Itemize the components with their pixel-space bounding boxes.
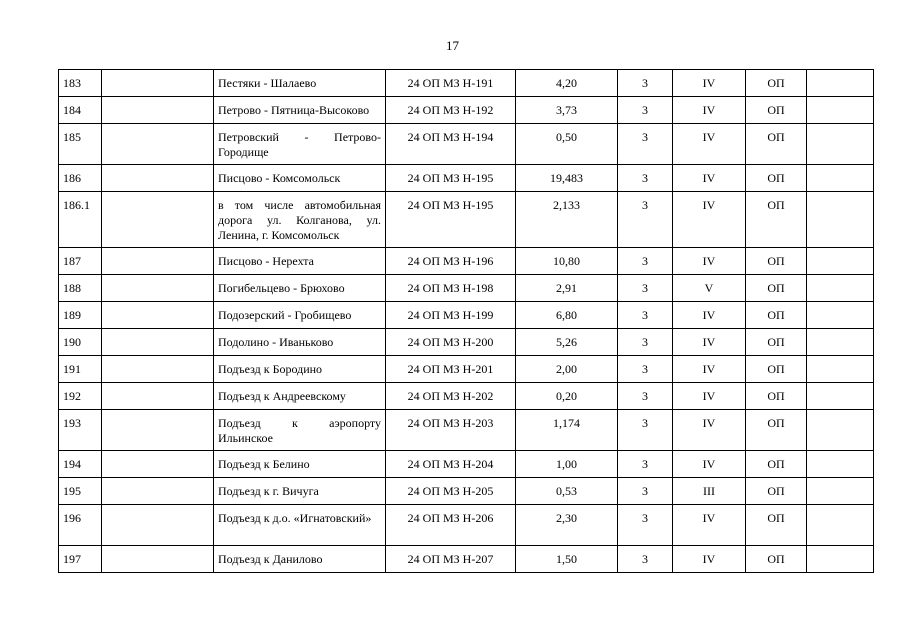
table-row xyxy=(59,165,874,192)
empty-cell xyxy=(807,302,874,329)
road-name: Писцово - Нерехта xyxy=(214,248,386,275)
empty-cell xyxy=(807,451,874,478)
road-category: IV xyxy=(673,124,746,165)
empty-cell xyxy=(102,124,214,165)
road-code: 24 ОП МЗ Н-207 xyxy=(386,546,516,573)
empty-cell xyxy=(102,383,214,410)
road-name: Петрово - Пятница-Высоково xyxy=(214,97,386,124)
road-code: 24 ОП МЗ Н-203 xyxy=(386,410,516,451)
road-length: 5,26 xyxy=(516,329,618,356)
row-number: 189 xyxy=(59,302,102,329)
road-length: 6,80 xyxy=(516,302,618,329)
row-number: 195 xyxy=(59,478,102,505)
empty-cell xyxy=(807,248,874,275)
road-code: 24 ОП МЗ Н-198 xyxy=(386,275,516,302)
road-significance: ОП xyxy=(746,165,807,192)
row-number: 196 xyxy=(59,505,102,546)
row-number: 197 xyxy=(59,546,102,573)
road-code: 24 ОП МЗ Н-206 xyxy=(386,505,516,546)
road-code: 24 ОП МЗ Н-202 xyxy=(386,383,516,410)
road-category: IV xyxy=(673,356,746,383)
road-code: 24 ОП МЗ Н-200 xyxy=(386,329,516,356)
table-row xyxy=(59,478,874,505)
road-significance: ОП xyxy=(746,505,807,546)
road-code: 24 ОП МЗ Н-196 xyxy=(386,248,516,275)
table-row xyxy=(59,546,874,573)
table-row xyxy=(59,383,874,410)
road-significance: ОП xyxy=(746,410,807,451)
road-length: 1,50 xyxy=(516,546,618,573)
table-row xyxy=(59,410,874,451)
empty-cell xyxy=(102,478,214,505)
road-lanes: 3 xyxy=(618,505,673,546)
empty-cell xyxy=(102,165,214,192)
road-lanes: 3 xyxy=(618,302,673,329)
road-name: Подъезд к Данилово xyxy=(214,546,386,573)
road-significance: ОП xyxy=(746,356,807,383)
empty-cell xyxy=(102,192,214,248)
road-lanes: 3 xyxy=(618,356,673,383)
road-significance: ОП xyxy=(746,451,807,478)
road-category: IV xyxy=(673,70,746,97)
row-number: 186.1 xyxy=(59,192,102,248)
roads-table xyxy=(58,69,874,573)
empty-cell xyxy=(807,356,874,383)
empty-cell xyxy=(807,505,874,546)
road-length: 0,20 xyxy=(516,383,618,410)
road-code: 24 ОП МЗ Н-204 xyxy=(386,451,516,478)
road-code: 24 ОП МЗ Н-191 xyxy=(386,70,516,97)
road-lanes: 3 xyxy=(618,97,673,124)
road-category: IV xyxy=(673,383,746,410)
table-row xyxy=(59,302,874,329)
road-lanes: 3 xyxy=(618,192,673,248)
empty-cell xyxy=(102,410,214,451)
road-category: IV xyxy=(673,248,746,275)
road-significance: ОП xyxy=(746,248,807,275)
road-name: Подъезд к аэропорту Ильинское xyxy=(214,410,386,451)
table-row xyxy=(59,124,874,165)
row-number: 186 xyxy=(59,165,102,192)
table-row xyxy=(59,70,874,97)
road-lanes: 3 xyxy=(618,410,673,451)
empty-cell xyxy=(102,275,214,302)
road-length: 4,20 xyxy=(516,70,618,97)
road-name: Подозерский - Гробищево xyxy=(214,302,386,329)
road-length: 2,30 xyxy=(516,505,618,546)
empty-cell xyxy=(807,97,874,124)
road-lanes: 3 xyxy=(618,451,673,478)
road-code: 24 ОП МЗ Н-195 xyxy=(386,165,516,192)
table-row xyxy=(59,505,874,546)
road-category: IV xyxy=(673,329,746,356)
road-category: IV xyxy=(673,192,746,248)
road-significance: ОП xyxy=(746,70,807,97)
road-code: 24 ОП МЗ Н-199 xyxy=(386,302,516,329)
road-length: 10,80 xyxy=(516,248,618,275)
road-category: III xyxy=(673,478,746,505)
row-number: 184 xyxy=(59,97,102,124)
road-code: 24 ОП МЗ Н-195 xyxy=(386,192,516,248)
empty-cell xyxy=(807,546,874,573)
road-name: Подъезд к Белино xyxy=(214,451,386,478)
road-name: Подъезд к д.о. «Игнатовский» xyxy=(214,505,386,546)
road-significance: ОП xyxy=(746,192,807,248)
road-lanes: 3 xyxy=(618,124,673,165)
road-name: Подъезд к г. Вичуга xyxy=(214,478,386,505)
road-name: Погибельцево - Брюхово xyxy=(214,275,386,302)
empty-cell xyxy=(102,329,214,356)
road-lanes: 3 xyxy=(618,165,673,192)
empty-cell xyxy=(102,451,214,478)
road-length: 2,00 xyxy=(516,356,618,383)
road-category: IV xyxy=(673,410,746,451)
row-number: 187 xyxy=(59,248,102,275)
table-row xyxy=(59,248,874,275)
row-number: 183 xyxy=(59,70,102,97)
road-category: V xyxy=(673,275,746,302)
row-number: 192 xyxy=(59,383,102,410)
empty-cell xyxy=(102,546,214,573)
row-number: 193 xyxy=(59,410,102,451)
empty-cell xyxy=(102,505,214,546)
road-lanes: 3 xyxy=(618,248,673,275)
empty-cell xyxy=(102,248,214,275)
road-category: IV xyxy=(673,97,746,124)
road-name: Подъезд к Андреевскому xyxy=(214,383,386,410)
table-row xyxy=(59,97,874,124)
table-row xyxy=(59,451,874,478)
road-code: 24 ОП МЗ Н-205 xyxy=(386,478,516,505)
road-length: 2,133 xyxy=(516,192,618,248)
table-body xyxy=(59,70,874,573)
table-row xyxy=(59,356,874,383)
empty-cell xyxy=(807,192,874,248)
row-number: 188 xyxy=(59,275,102,302)
road-name: Подъезд к Бородино xyxy=(214,356,386,383)
empty-cell xyxy=(807,124,874,165)
row-number: 191 xyxy=(59,356,102,383)
empty-cell xyxy=(807,70,874,97)
road-code: 24 ОП МЗ Н-192 xyxy=(386,97,516,124)
road-significance: ОП xyxy=(746,329,807,356)
road-significance: ОП xyxy=(746,383,807,410)
road-length: 2,91 xyxy=(516,275,618,302)
road-category: IV xyxy=(673,165,746,192)
empty-cell xyxy=(807,383,874,410)
row-number: 190 xyxy=(59,329,102,356)
road-name: Пестяки - Шалаево xyxy=(214,70,386,97)
table-row xyxy=(59,329,874,356)
road-significance: ОП xyxy=(746,546,807,573)
row-number: 185 xyxy=(59,124,102,165)
page-number: 17 xyxy=(446,38,459,53)
road-code: 24 ОП МЗ Н-201 xyxy=(386,356,516,383)
road-lanes: 3 xyxy=(618,329,673,356)
road-lanes: 3 xyxy=(618,275,673,302)
road-significance: ОП xyxy=(746,275,807,302)
road-name: Петровский - Петрово-Городище xyxy=(214,124,386,165)
empty-cell xyxy=(807,410,874,451)
road-lanes: 3 xyxy=(618,478,673,505)
road-category: IV xyxy=(673,451,746,478)
empty-cell xyxy=(807,478,874,505)
road-significance: ОП xyxy=(746,124,807,165)
road-significance: ОП xyxy=(746,97,807,124)
empty-cell xyxy=(102,302,214,329)
empty-cell xyxy=(102,97,214,124)
road-lanes: 3 xyxy=(618,546,673,573)
road-length: 0,53 xyxy=(516,478,618,505)
road-category: IV xyxy=(673,505,746,546)
empty-cell xyxy=(807,329,874,356)
road-length: 3,73 xyxy=(516,97,618,124)
road-name: Подолино - Иваньково xyxy=(214,329,386,356)
table-row xyxy=(59,192,874,248)
road-significance: ОП xyxy=(746,302,807,329)
road-category: IV xyxy=(673,546,746,573)
road-name: в том числе автомобильная дорога ул. Колганова, ул. Ленина, г. Комсомольск xyxy=(214,192,386,248)
road-length: 1,00 xyxy=(516,451,618,478)
road-length: 1,174 xyxy=(516,410,618,451)
road-category: IV xyxy=(673,302,746,329)
row-number: 194 xyxy=(59,451,102,478)
road-lanes: 3 xyxy=(618,383,673,410)
road-code: 24 ОП МЗ Н-194 xyxy=(386,124,516,165)
road-length: 19,483 xyxy=(516,165,618,192)
empty-cell xyxy=(807,275,874,302)
empty-cell xyxy=(807,165,874,192)
road-significance: ОП xyxy=(746,478,807,505)
road-name: Писцово - Комсомольск xyxy=(214,165,386,192)
table-row xyxy=(59,275,874,302)
empty-cell xyxy=(102,356,214,383)
road-lanes: 3 xyxy=(618,70,673,97)
road-length: 0,50 xyxy=(516,124,618,165)
empty-cell xyxy=(102,70,214,97)
